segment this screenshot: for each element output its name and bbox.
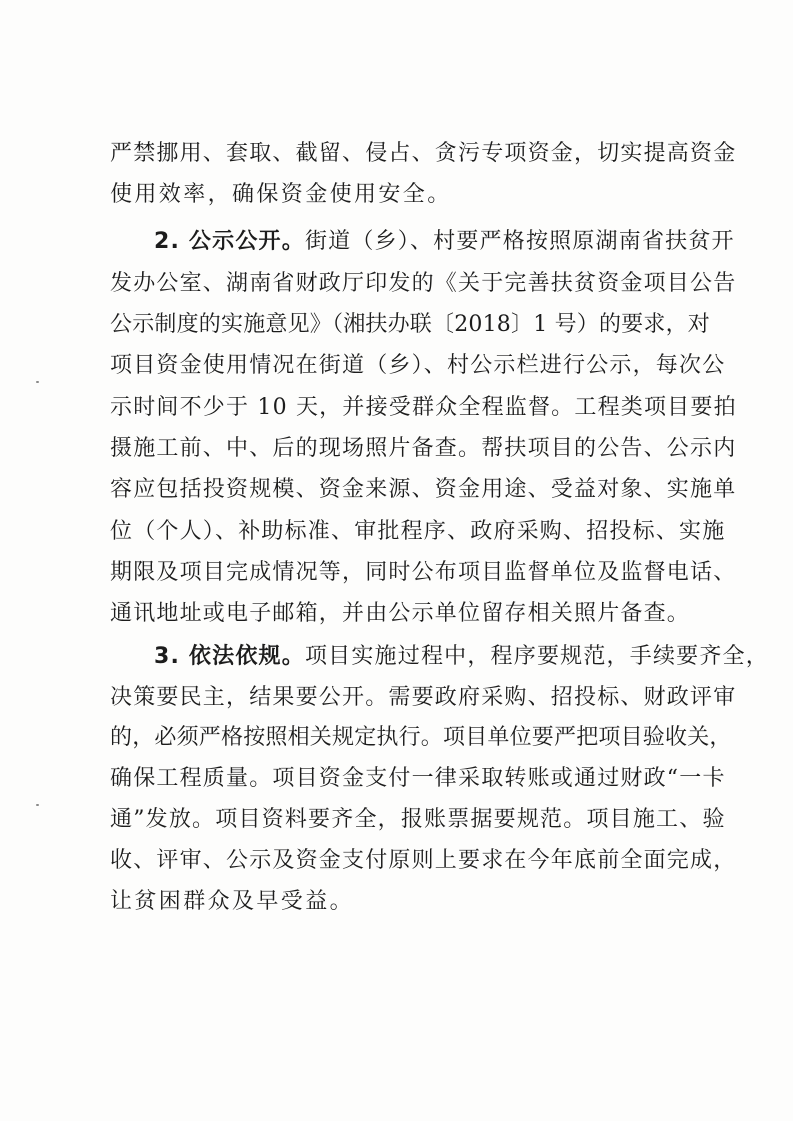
scan-speck [36, 804, 39, 806]
text-line: 摄施工前、中、后的现场照片备查。帮扶项目的公告、公示内 [110, 436, 737, 461]
text-line: 示时间不少于 10 天，并接受群众全程监督。工程类项目要拍 [110, 395, 737, 420]
text-line: 的，必须严格按照相关规定执行。项目单位要严把项目验收关， [110, 725, 732, 750]
paragraph-2-line [154, 228, 735, 256]
scan-speck [36, 381, 39, 383]
section-heading-2: 2. 公示公开。 [154, 229, 305, 254]
text-line: 决策要民主，结果要公开。需要政府采购、招投标、财政评审 [110, 685, 737, 710]
text-line: 确保工程质量。项目资金支付一律采取转账或通过财政“一卡 [110, 766, 726, 791]
text-line: 严禁挪用、套取、截留、侵占、贪污专项资金，切实提高资金 [110, 141, 737, 166]
text-line: 容应包括投资规模、资金来源、资金用途、受益对象、实施单 [110, 477, 737, 502]
text-line: 公示制度的实施意见》（湘扶办联〔2018〕1 号）的要求，对 [110, 312, 710, 337]
text-span: 街道（乡）、村要严格按照原湖南省扶贫开 [304, 229, 735, 254]
text-line: 发办公室、湖南省财政厅印发的《关于完善扶贫资金项目公告 [110, 271, 737, 296]
text-line: 通”发放。项目资料要齐全，报账票据要规范。项目施工、验 [110, 807, 726, 832]
text-line: 项目资金使用情况在街道（乡）、村公示栏进行公示，每次公 [110, 353, 726, 378]
paragraph-3-line [154, 643, 769, 671]
text-span: 项目实施过程中，程序要规范，手续要齐全， [304, 644, 769, 669]
text-line: 期限及项目完成情况等，同时公布项目监督单位及监督电话、 [110, 560, 737, 585]
text-line: 使用效率，确保资金使用安全。 [110, 182, 452, 207]
text-line: 让贫困群众及早受益。 [110, 889, 355, 914]
text-line: 位（个人）、补助标准、审批程序、政府采购、招投标、实施 [110, 519, 726, 544]
text-line: 收、评审、公示及资金支付原则上要求在今年底前全面完成， [110, 848, 737, 873]
text-line: 通讯地址或电子邮箱，并由公示单位留存相关照片备查。 [110, 601, 691, 626]
section-heading-3: 3. 依法依规。 [154, 644, 305, 669]
